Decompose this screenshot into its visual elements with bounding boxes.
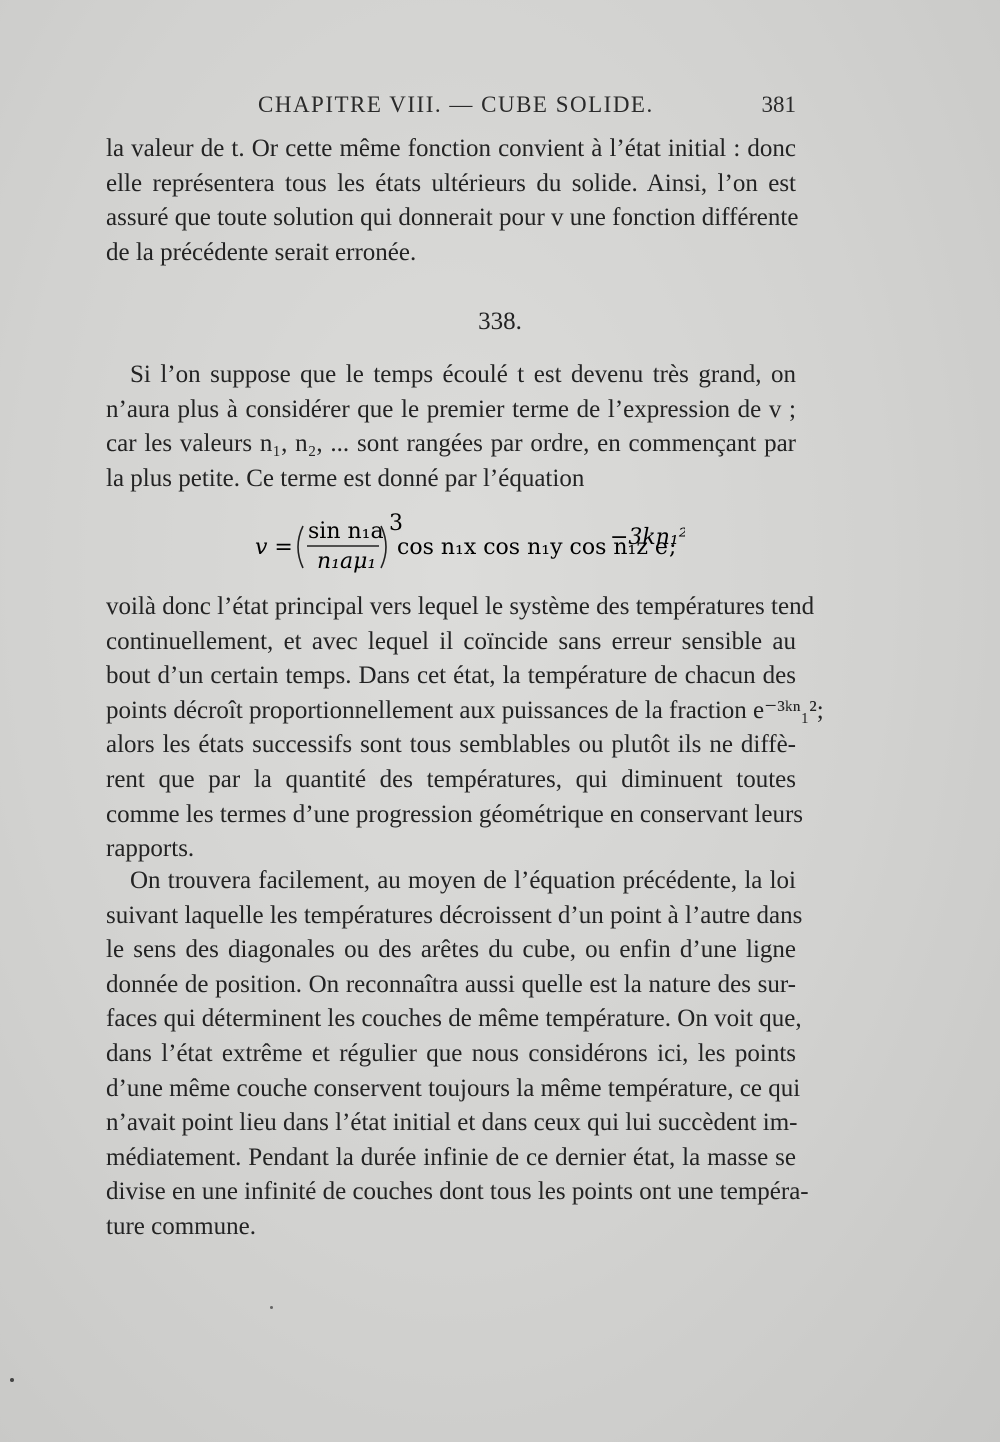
text-line: faces qui déterminent les couches de même température. On voit que, [106, 1005, 802, 1033]
left-paren [298, 526, 303, 568]
equation-exponent: 3 [389, 511, 403, 536]
text-line: n’avait point lieu dans l’état initial et dans ceux qui lui succèdent im- [106, 1109, 798, 1137]
paragraph-3 [106, 590, 824, 867]
text-line: la plus petite. Ce terme est donné par l’équation [106, 464, 585, 492]
text-line: continuellement, et avec lequel il coïncide sans erreur sensible au [106, 627, 796, 655]
text-line: médiatement. Pendant la durée infinie de ce dernier état, la masse se [106, 1143, 796, 1171]
paragraph-1 [106, 132, 799, 270]
text-line: le sens des diagonales ou des arêtes du cube, ou enfin d’une ligne [106, 936, 796, 964]
equation-figure [255, 510, 685, 580]
text-line: divise en une infinité de couches dont tous les points ont une tempéra- [106, 1178, 809, 1206]
text-line: rent que par la quantité des températures, qui diminuent toutes [106, 765, 796, 793]
section-number: 338. [478, 308, 522, 335]
text-line: dans l’état extrême et régulier que nous considérons ici, les points [106, 1039, 796, 1067]
running-head: CHAPITRE VIII. — CUBE SOLIDE. [258, 92, 654, 117]
text-line: car les valeurs n₁, n₂, ... sont rangées par ordre, en commençant par [106, 430, 796, 458]
text-line: n’aura plus à considérer que le premier terme de l’expression de v ; [106, 395, 796, 423]
page-header [110, 92, 796, 124]
text-line: assuré que toute solution qui donnerait pour v une fonction différente [106, 204, 799, 232]
text-line: ture commune. [106, 1212, 256, 1240]
text-line: comme les termes d’une progression géométrique en conservant leurs [106, 800, 803, 828]
page-number: 381 [761, 92, 796, 117]
equation-lhs: v = [255, 535, 293, 560]
text-line: suivant laquelle les températures décroissent d’un point à l’autre dans [106, 901, 803, 929]
text-line: voilà donc l’état principal vers lequel le système des températures tend [106, 593, 815, 620]
text-line: Si l’on suppose que le temps écoulé t est devenu très grand, on [130, 361, 796, 388]
paragraph-2 [106, 358, 796, 496]
text-line: d’une même couche conservent toujours la même température, ce qui [106, 1074, 801, 1102]
paper-speck [270, 1306, 273, 1309]
equation-rhs-exponent: −3kn₁ [610, 525, 679, 550]
paper-speck [10, 1378, 14, 1382]
text-line: rapports. [106, 835, 195, 863]
paragraph-4 [106, 864, 809, 1245]
text-line: points décroît proportionnellement aux puissances de la fraction e⁻³ᵏⁿ₁²; [106, 696, 824, 724]
equation-numerator: sin n₁a [308, 519, 384, 544]
equation-rhs: cos n₁x cos n₁y cos n₁z e [397, 535, 668, 560]
equation-end: ; [669, 535, 677, 560]
text-line: alors les états successifs sont tous semblables ou plutôt ils ne diffè- [106, 731, 796, 759]
text-line: elle représentera tous les états ultérieurs du solide. Ainsi, l’on est [106, 169, 796, 197]
text-line: donnée de position. On reconnaîtra aussi quelle est la nature des sur- [106, 970, 796, 998]
text-line: bout d’un certain temps. Dans cet état, la température de chacun des [106, 662, 796, 690]
text-line: la valeur de t. Or cette même fonction convient à l’état initial : donc [106, 135, 796, 162]
text-line: de la précédente serait erronée. [106, 238, 417, 266]
equation [255, 510, 685, 580]
equation-denominator: n₁aμ₁ [317, 549, 377, 574]
text-line: On trouvera facilement, au moyen de l’équation précédente, la loi [130, 867, 796, 894]
